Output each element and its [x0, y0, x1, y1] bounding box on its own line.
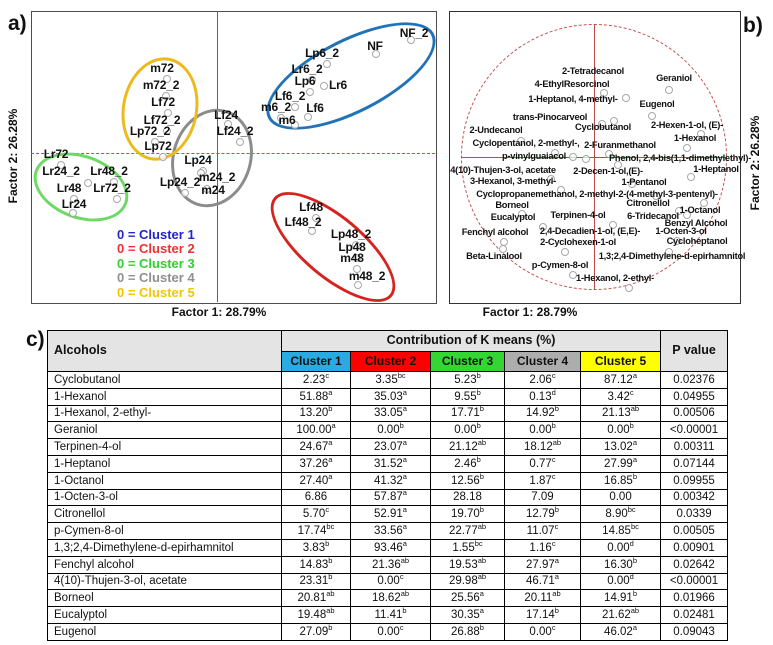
- cluster-value-cell: 8.90$^{bc}$: [581, 506, 661, 523]
- compound-label: Beta-Linalool: [466, 251, 522, 261]
- cluster-value-cell: 37.26$^a$: [282, 455, 351, 472]
- cluster-value-cell: 27.40$^a$: [282, 472, 351, 489]
- sample-label: Lr48: [56, 181, 82, 195]
- p-value-cell: 0.00342: [661, 489, 728, 506]
- alcohol-name-cell: Eugenol: [48, 623, 282, 640]
- cluster-value-cell: 21.12$^{ab}$: [431, 439, 505, 456]
- point-marker: [236, 138, 244, 146]
- compound-label: 2-Tetradecanol: [562, 66, 624, 76]
- loading-marker: [665, 86, 673, 94]
- sample-label: m6_2: [261, 100, 291, 114]
- table-row: [48, 590, 728, 607]
- compound-label: trans-Pinocarveol: [512, 112, 588, 122]
- sample-label: Lr6: [328, 78, 348, 92]
- cluster-value-cell: 52.91$^a$: [351, 506, 431, 523]
- p-value-cell: 0.00901: [661, 539, 728, 556]
- sample-label: Lr72: [43, 147, 69, 161]
- sample-label: Lr24: [61, 197, 87, 211]
- sample-label: Lf72_2: [143, 113, 181, 127]
- cluster-value-cell: 1.87$^c$: [505, 472, 581, 489]
- cluster-value-cell: 0.00$^b$: [505, 422, 581, 439]
- loading-marker: [625, 284, 633, 292]
- cluster-column-header: Cluster 1: [282, 352, 351, 372]
- cluster-value-cell: 9.55$^b$: [431, 388, 505, 405]
- cluster-value-cell: 19.53$^{ab}$: [431, 556, 505, 573]
- legend-entry: 0 = Cluster 1: [117, 227, 195, 242]
- table-row: [48, 388, 728, 405]
- cluster-value-cell: 46.71$^a$: [505, 573, 581, 590]
- cluster-value-cell: 17.71$^b$: [431, 405, 505, 422]
- p-value-cell: 0.00311: [661, 439, 728, 456]
- compound-label: 1-Octen-3-ol: [655, 226, 707, 236]
- cluster-value-cell: 3.35$^{bc}$: [351, 372, 431, 389]
- cluster-value-cell: 5.23$^b$: [431, 372, 505, 389]
- sample-label: Lr24_2: [42, 164, 80, 178]
- cluster-value-cell: 11.07$^c$: [505, 523, 581, 540]
- cluster-column-header: Cluster 5: [581, 352, 661, 372]
- cluster-value-cell: 1.55$^{bc}$: [431, 539, 505, 556]
- sample-label: Lf72: [151, 95, 175, 109]
- compound-label: 3-Hexanol, 3-methyl-: [470, 176, 556, 186]
- cluster-value-cell: 30.35$^a$: [431, 607, 505, 624]
- compound-label: p-Cymen-8-ol: [531, 260, 589, 270]
- table-row: [48, 422, 728, 439]
- cluster-value-cell: 14.85$^{bc}$: [581, 523, 661, 540]
- point-marker: [306, 88, 314, 96]
- loading-marker: [648, 112, 656, 120]
- p-value-cell: 0.07144: [661, 455, 728, 472]
- panel-a-y-axis-label: Factor 2: 26.28%: [6, 108, 20, 204]
- cluster-value-cell: 3.42$^c$: [581, 388, 661, 405]
- cluster-value-cell: 14.91$^b$: [581, 590, 661, 607]
- sample-label: NF: [367, 39, 383, 53]
- cluster-value-cell: 6.86: [282, 489, 351, 506]
- alcohol-name-cell: Geraniol: [48, 422, 282, 439]
- sample-label: Lr72_2: [93, 181, 131, 195]
- legend-entry: 0 = Cluster 3: [117, 255, 195, 271]
- compound-label: 1-Pentanol: [621, 177, 667, 187]
- sample-label: Lr6_2: [291, 62, 323, 76]
- cluster-value-cell: 1.16$^c$: [505, 539, 581, 556]
- cluster-value-cell: 87.12$^a$: [581, 372, 661, 389]
- alcohol-name-cell: Cyclobutanol: [48, 372, 282, 389]
- compound-label: 2-Undecanol: [469, 125, 523, 135]
- compound-label: 1-Hexanol, 2-ethyl-: [576, 273, 654, 283]
- loading-marker: [683, 144, 691, 152]
- cluster-value-cell: 18.62$^{ab}$: [351, 590, 431, 607]
- legend-entry: 0 = Cluster 5: [117, 284, 195, 300]
- alcohol-name-cell: 1-Octanol: [48, 472, 282, 489]
- cluster-value-cell: 27.97$^a$: [505, 556, 581, 573]
- cluster-value-cell: 27.99$^a$: [581, 455, 661, 472]
- compound-label: 6-Tridecanol: [627, 211, 679, 221]
- sample-label: Lf48_2: [284, 215, 322, 229]
- cluster-value-cell: 12.79$^b$: [505, 506, 581, 523]
- compound-label: 1-Heptanol, 4-methyl-: [528, 94, 618, 104]
- p-value-cell: 0.09955: [661, 472, 728, 489]
- alcohol-name-cell: 1-Hexanol: [48, 388, 282, 405]
- cluster-value-cell: 0.00$^b$: [431, 422, 505, 439]
- alcohol-name-cell: p-Cymen-8-ol: [48, 523, 282, 540]
- sample-label: Lp6_2: [305, 46, 339, 60]
- cluster-value-cell: 0.13$^d$: [505, 388, 581, 405]
- sample-label: Lf24_2: [216, 124, 254, 138]
- compound-label: 4-EthylResorcinol: [534, 79, 610, 89]
- compound-label: Fenchyl alcohol: [461, 227, 529, 237]
- alcohol-name-cell: 1,3;2,4-Dimethylene-d-epirhamnitol: [48, 539, 282, 556]
- loading-marker: [622, 94, 630, 102]
- cluster-value-cell: 93.46$^a$: [351, 539, 431, 556]
- cluster-value-cell: 33.56$^a$: [351, 523, 431, 540]
- alcohol-name-cell: Citronellol: [48, 506, 282, 523]
- sample-label: Lp48: [338, 240, 366, 254]
- sample-label: m6: [278, 113, 296, 127]
- table-row: [48, 506, 728, 523]
- p-value-cell: 0.02481: [661, 607, 728, 624]
- point-marker: [113, 195, 121, 203]
- p-value-cell: 0.01966: [661, 590, 728, 607]
- cluster-column-header: Cluster 4: [505, 352, 581, 372]
- compound-label: 1-Octanol: [679, 205, 721, 215]
- cluster-value-cell: 19.48$^{ab}$: [282, 607, 351, 624]
- sample-label: Lp6: [294, 74, 316, 88]
- panel-c-tag: c): [26, 328, 45, 351]
- alcohol-name-cell: 1-Heptanol: [48, 455, 282, 472]
- cluster-value-cell: 12.56$^b$: [431, 472, 505, 489]
- cluster-value-cell: 18.12$^{ab}$: [505, 439, 581, 456]
- compound-label: 1-Hexanol: [673, 133, 717, 143]
- loading-marker: [582, 155, 590, 163]
- cluster-value-cell: 7.09: [505, 489, 581, 506]
- point-marker: [181, 189, 189, 197]
- loading-marker: [561, 248, 569, 256]
- sample-label: Lp72_2: [129, 124, 171, 138]
- panel-a-tag: a): [8, 12, 27, 35]
- table-row: [48, 472, 728, 489]
- cluster-value-cell: 2.23$^c$: [282, 372, 351, 389]
- cluster-legend: [117, 228, 195, 300]
- point-marker: [84, 179, 92, 187]
- legend-entry: 0 = Cluster 2: [117, 241, 195, 257]
- cluster-value-cell: 29.98$^{ab}$: [431, 573, 505, 590]
- cluster-value-cell: 20.81$^{ab}$: [282, 590, 351, 607]
- cluster-value-cell: 33.05$^a$: [351, 405, 431, 422]
- p-value-cell: 0.09043: [661, 623, 728, 640]
- compound-label: Cycloheptanol: [666, 236, 728, 246]
- compound-label: 2-Hexen-1-ol, (E)-: [651, 120, 723, 130]
- point-marker: [323, 60, 331, 68]
- cluster-value-cell: 2.06$^c$: [505, 372, 581, 389]
- cluster-value-cell: 0.00$^c$: [505, 623, 581, 640]
- cluster-value-cell: 14.92$^b$: [505, 405, 581, 422]
- table-row: [48, 439, 728, 456]
- table-row: [48, 539, 728, 556]
- cluster-value-cell: 0.00$^c$: [351, 623, 431, 640]
- cluster-value-cell: 13.02$^a$: [581, 439, 661, 456]
- compound-label: Borneol: [495, 200, 529, 210]
- cluster-value-cell: 3.83$^b$: [282, 539, 351, 556]
- table-row: [48, 523, 728, 540]
- kmeans-table: [47, 330, 728, 641]
- sample-label: Lp72: [144, 139, 172, 153]
- table-row: [48, 556, 728, 573]
- p-value-cell: 0.00505: [661, 523, 728, 540]
- compound-label: 2,4-Decadien-1-ol, (E,E)-: [539, 226, 641, 236]
- cluster-value-cell: 21.62$^{ab}$: [581, 607, 661, 624]
- table-row: [48, 607, 728, 624]
- table-row: [48, 573, 728, 590]
- compound-label: Benzyl Alcohol: [664, 218, 728, 228]
- compound-label: Cyclobutanol: [575, 122, 631, 132]
- cluster-value-cell: 11.41$^b$: [351, 607, 431, 624]
- cluster-value-cell: 16.85$^b$: [581, 472, 661, 489]
- sample-label: Lp24_2: [159, 175, 201, 189]
- point-marker: [159, 153, 167, 161]
- cluster-column-header: Cluster 2: [351, 352, 431, 372]
- table-row: [48, 455, 728, 472]
- point-marker: [320, 82, 328, 90]
- sample-label: Lr48_2: [90, 164, 128, 178]
- compound-label: Citronellol: [626, 198, 670, 208]
- alcohol-name-cell: 1-Hexanol, 2-ethyl-: [48, 405, 282, 422]
- alcohol-name-cell: Eucalyptol: [48, 607, 282, 624]
- cluster-value-cell: 2.46$^b$: [431, 455, 505, 472]
- compound-label: Terpinen-4-ol: [550, 210, 606, 220]
- p-value-cell: 0.02376: [661, 372, 728, 389]
- cluster-value-cell: 21.13$^{ab}$: [581, 405, 661, 422]
- cluster-value-cell: 25.56$^a$: [431, 590, 505, 607]
- cluster-value-cell: 20.11$^{ab}$: [505, 590, 581, 607]
- sample-label: Lp48_2: [330, 227, 372, 241]
- sample-label: m48: [340, 251, 364, 265]
- cluster-value-cell: 46.02$^a$: [581, 623, 661, 640]
- sample-label: m24_2: [198, 170, 236, 184]
- loading-marker: [569, 153, 577, 161]
- cluster-value-cell: 17.14$^b$: [505, 607, 581, 624]
- cluster-value-cell: 27.09$^b$: [282, 623, 351, 640]
- compound-label: Cyclopropanemethanol, 2-methyl-2-(4-methyl-3-pentenyl)-: [476, 189, 718, 199]
- cluster-value-cell: 28.18: [431, 489, 505, 506]
- sample-label: NF_2: [399, 26, 429, 40]
- cluster-value-cell: 0.00: [581, 489, 661, 506]
- cluster-value-cell: 100.00$^a$: [282, 422, 351, 439]
- cluster-value-cell: 35.03$^a$: [351, 388, 431, 405]
- compound-label: p-vinylguaiacol: [502, 151, 566, 161]
- cluster-value-cell: 14.83$^b$: [282, 556, 351, 573]
- panel-a-x-axis-label: Factor 1: 28.79%: [171, 305, 267, 319]
- table-header-row: [48, 331, 728, 352]
- compound-label: 2-Furanmethanol: [584, 140, 656, 150]
- table-row: [48, 623, 728, 640]
- compound-label: Geraniol: [656, 73, 692, 83]
- p-value-cell: <0.00001: [661, 573, 728, 590]
- panel-b-y-axis-label: Factor 2: 26.28%: [748, 115, 762, 211]
- point-marker: [291, 103, 299, 111]
- sample-label: Lf6_2: [274, 89, 306, 103]
- compound-label: 2-Cyclohexen-1-ol: [540, 237, 616, 247]
- p-value-cell: 0.0339: [661, 506, 728, 523]
- table-row: [48, 405, 728, 422]
- sample-label: m72: [150, 61, 174, 75]
- alcohol-name-cell: 4(10)-Thujen-3-ol, acetate: [48, 573, 282, 590]
- p-value-cell: 0.02642: [661, 556, 728, 573]
- alcohol-name-cell: Fenchyl alcohol: [48, 556, 282, 573]
- compound-label: 2-Decen-1-ol,(E)-: [573, 166, 643, 176]
- panel-b-x-axis-label: Factor 1: 28.79%: [482, 305, 578, 319]
- sample-label: m24: [201, 183, 225, 197]
- p-value-cell: <0.00001: [661, 422, 728, 439]
- compound-label: 1-Heptanol: [693, 164, 739, 174]
- sample-label: Lp24: [184, 153, 212, 167]
- cluster-value-cell: 13.20$^b$: [282, 405, 351, 422]
- alcohols-header: Alcohols: [48, 331, 282, 372]
- cluster-value-cell: 5.70$^c$: [282, 506, 351, 523]
- table-row: [48, 372, 728, 389]
- p-value-header: P value: [661, 331, 728, 372]
- sample-label: Lf48: [299, 200, 323, 214]
- contribution-header: Contribution of K means (%): [282, 331, 661, 352]
- cluster-value-cell: 0.00$^d$: [581, 573, 661, 590]
- sample-label: Lf24: [214, 108, 238, 122]
- compound-label: Eugenol: [639, 99, 675, 109]
- cluster-value-cell: 57.87$^a$: [351, 489, 431, 506]
- cluster-value-cell: 0.00$^b$: [581, 422, 661, 439]
- legend-entry: 0 = Cluster 4: [117, 270, 195, 286]
- cluster-value-cell: 0.00$^c$: [351, 573, 431, 590]
- cluster-value-cell: 17.74$^{bc}$: [282, 523, 351, 540]
- compound-label: Cyclopentanol, 2-methyl-,: [472, 138, 580, 148]
- cluster-value-cell: 23.07$^a$: [351, 439, 431, 456]
- cluster-value-cell: 23.31$^b$: [282, 573, 351, 590]
- cluster-value-cell: 21.36$^{ab}$: [351, 556, 431, 573]
- compound-label: 4(10)-Thujen-3-ol, acetate: [450, 165, 556, 175]
- cluster-value-cell: 0.77$^c$: [505, 455, 581, 472]
- cluster-value-cell: 24.67$^a$: [282, 439, 351, 456]
- cluster-value-cell: 26.88$^b$: [431, 623, 505, 640]
- cluster-value-cell: 16.30$^b$: [581, 556, 661, 573]
- cluster-value-cell: 22.77$^{ab}$: [431, 523, 505, 540]
- p-value-cell: 0.04955: [661, 388, 728, 405]
- compound-label: Eucalyptol: [490, 212, 536, 222]
- panel-b-tag: b): [743, 14, 763, 37]
- sample-label: m48_2: [348, 269, 386, 283]
- alcohol-name-cell: 1-Octen-3-ol: [48, 489, 282, 506]
- cluster-value-cell: 31.52$^a$: [351, 455, 431, 472]
- alcohol-name-cell: Terpinen-4-ol: [48, 439, 282, 456]
- p-value-cell: 0.00506: [661, 405, 728, 422]
- cluster-value-cell: 51.88$^a$: [282, 388, 351, 405]
- sample-label: Lf6: [306, 101, 324, 115]
- table-row: [48, 489, 728, 506]
- cluster-column-header: Cluster 3: [431, 352, 505, 372]
- alcohol-name-cell: Borneol: [48, 590, 282, 607]
- cluster-value-cell: 41.32$^a$: [351, 472, 431, 489]
- sample-label: m72_2: [142, 78, 180, 92]
- cluster-value-cell: 0.00$^d$: [581, 539, 661, 556]
- cluster-value-cell: 0.00$^b$: [351, 422, 431, 439]
- loading-marker: [687, 173, 695, 181]
- compound-label: 1,3;2,4-Dimethylene-d-epirhamnitol: [598, 251, 746, 261]
- cluster-value-cell: 19.70$^b$: [431, 506, 505, 523]
- compound-label: Phenol, 2,4-bis(1,1-dimethylethyl)-: [608, 153, 752, 163]
